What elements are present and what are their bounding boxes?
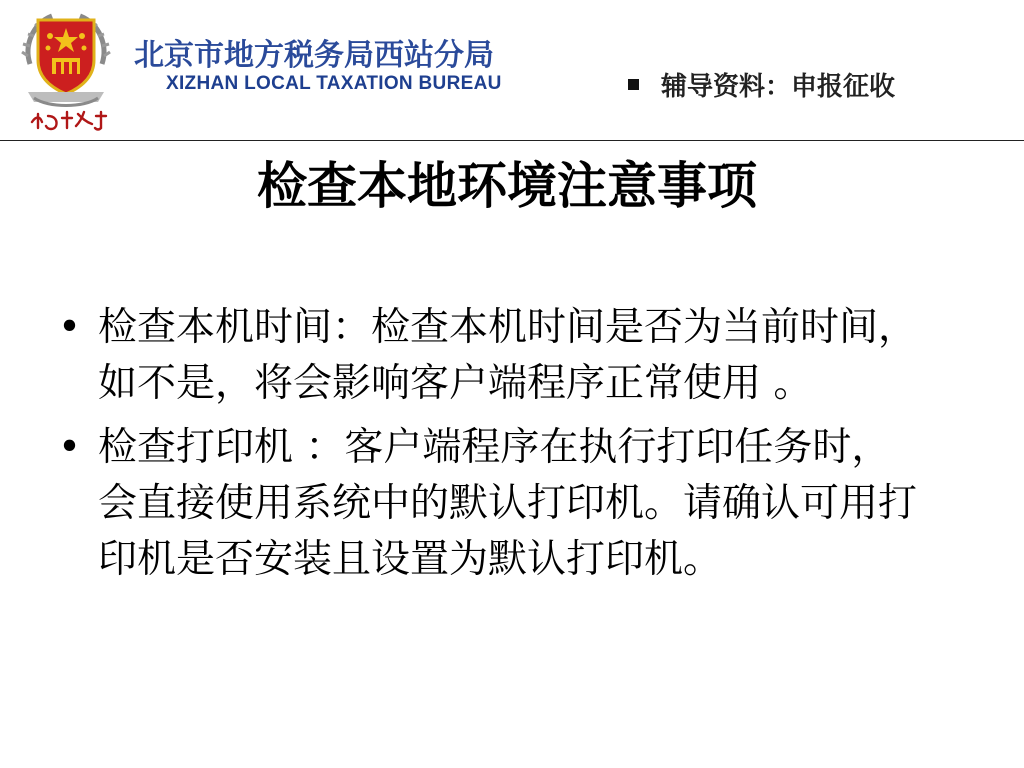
bureau-name-cn: 北京市地方税务局西站分局 — [134, 38, 494, 73]
bullet-item — [58, 300, 938, 412]
bullet-list — [58, 300, 938, 596]
header-divider — [0, 140, 1024, 141]
subtitle-text: 辅导资料：申报征收 — [661, 72, 896, 102]
section-subtitle — [628, 66, 895, 103]
bullet-item — [58, 420, 938, 588]
square-bullet-icon — [628, 79, 639, 90]
bullet-dot-icon: • — [58, 305, 82, 350]
bullet-text: 检查本机时间：检查本机时间是否为当前时间，如不是，将会影响客户端程序正常使用 。 — [98, 305, 918, 406]
slide-header — [0, 0, 1024, 140]
tax-emblem-icon — [18, 6, 114, 134]
bullet-dot-icon: • — [58, 425, 82, 470]
slide-title: 检查本地环境注意事项 — [257, 156, 757, 215]
bullet-text: 检查打印机 ：客户端程序在执行打印任务时，会直接使用系统中的默认打印机。请确认可用打印机是否安装且设置为默认打印机。 — [98, 425, 918, 582]
bureau-name-en: XIZHAN LOCAL TAXATION BUREAU — [166, 73, 502, 94]
